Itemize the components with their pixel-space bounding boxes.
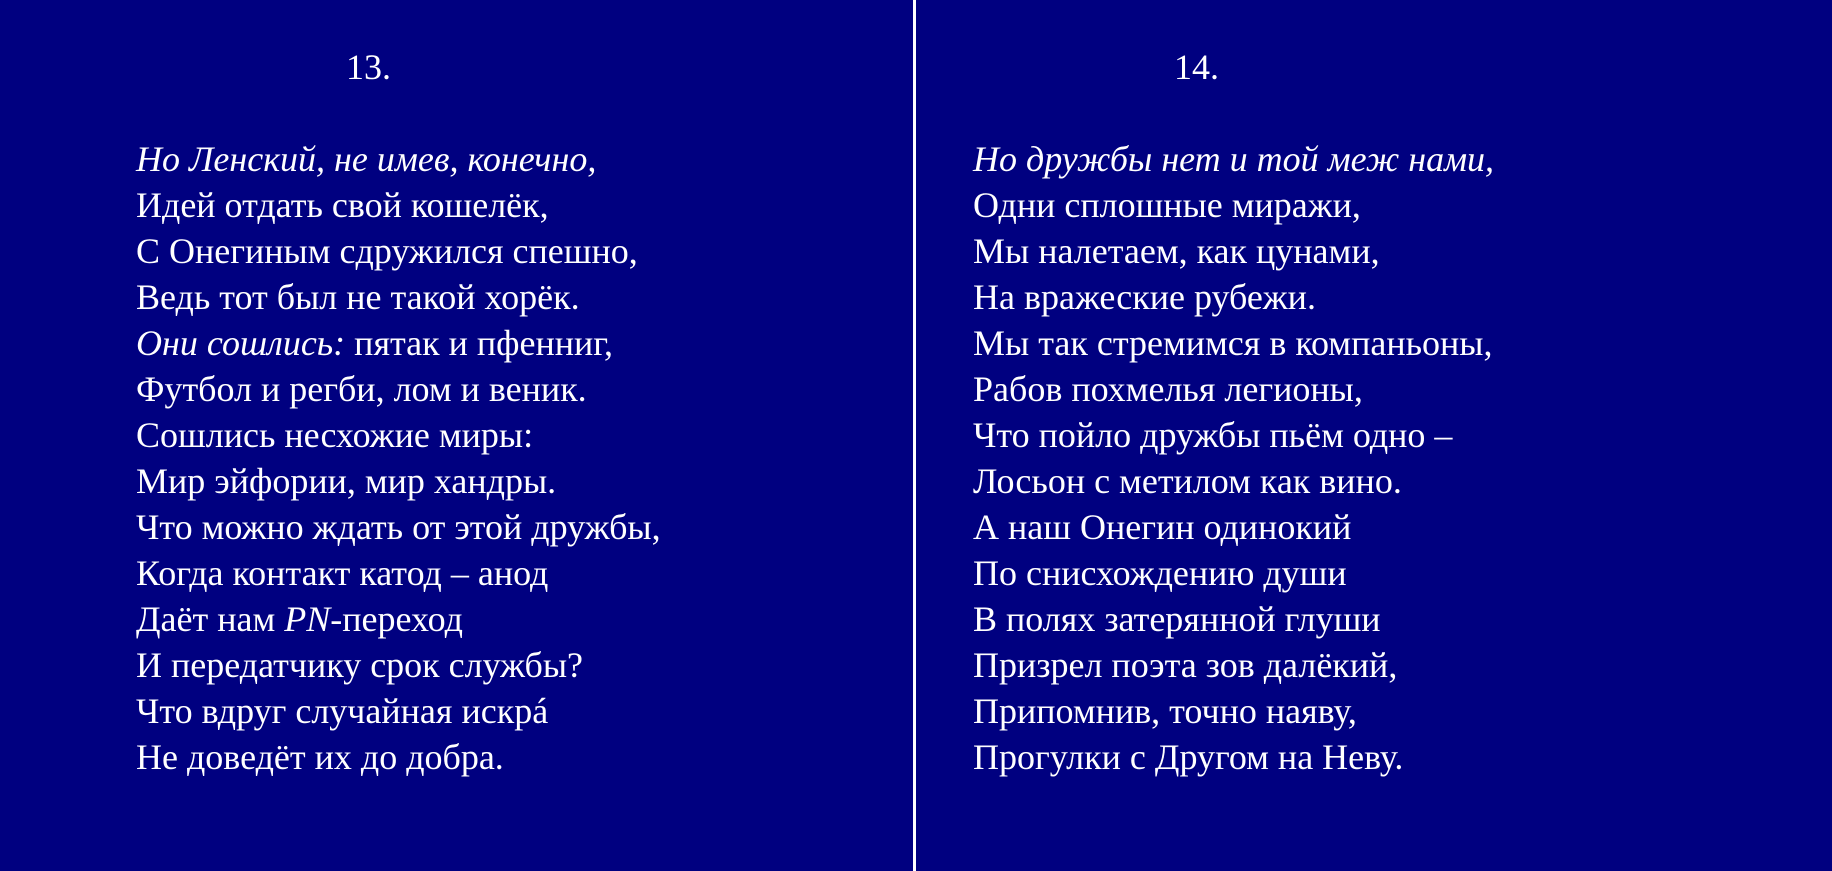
stanza-number: 13. <box>346 47 391 87</box>
poem-line <box>973 688 1494 734</box>
italic-text: PN <box>284 599 331 639</box>
line-text: Что пойло дружбы пьём одно – <box>973 415 1453 455</box>
poem-line <box>136 596 661 642</box>
line-text: На вражеские рубежи. <box>973 277 1316 317</box>
left-page <box>0 0 913 871</box>
stanza-number: 14. <box>1174 47 1219 87</box>
line-text: А наш Онегин одинокий <box>973 507 1352 547</box>
line-text: Лосьон с метилом как вино. <box>973 461 1402 501</box>
line-text: Не доведёт их до добра. <box>136 737 504 777</box>
line-text: В полях затерянной глуши <box>973 599 1381 639</box>
poem-line <box>136 366 661 412</box>
poem-line <box>136 504 661 550</box>
italic-text: Но Ленский, не имев, конечно, <box>136 139 597 179</box>
line-text: -переход <box>330 599 463 639</box>
line-text: По снисхождению души <box>973 553 1347 593</box>
line-text: Что вдруг случайная искрá <box>136 691 549 731</box>
line-text: Мы так стремимся в компаньоны, <box>973 323 1493 363</box>
line-text: Ведь тот был не такой хорёк. <box>136 277 580 317</box>
line-text: И передатчику срок службы? <box>136 645 584 685</box>
poem-line <box>136 136 661 182</box>
line-text: Идей отдать свой кошелёк, <box>136 185 549 225</box>
line-text: пятак и пфенниг, <box>345 323 613 363</box>
poem-line <box>973 182 1494 228</box>
poem-line <box>973 320 1494 366</box>
poem-line <box>973 458 1494 504</box>
line-text: Прогулки с Другом на Неву. <box>973 737 1404 777</box>
line-text: Что можно ждать от этой дружбы, <box>136 507 661 547</box>
right-page <box>916 0 1832 871</box>
line-text: Когда контакт катод – анод <box>136 553 549 593</box>
poem-line <box>973 504 1494 550</box>
poem-line <box>973 550 1494 596</box>
line-text: Даёт нам <box>136 599 285 639</box>
poem-line <box>973 228 1494 274</box>
line-text: Мир эйфории, мир хандры. <box>136 461 557 501</box>
line-text: С Онегиным сдружился спешно, <box>136 231 638 271</box>
line-text: Мы налетаем, как цунами, <box>973 231 1380 271</box>
poem-line <box>136 550 661 596</box>
line-text: Призрел поэта зов далёкий, <box>973 645 1398 685</box>
poem-line <box>973 366 1494 412</box>
italic-text: Они сошлись: <box>136 323 346 363</box>
line-text: Сошлись несхожие миры: <box>136 415 534 455</box>
poem-line <box>973 136 1494 182</box>
line-text: Рабов похмелья легионы, <box>973 369 1363 409</box>
line-text: Припомнив, точно наяву, <box>973 691 1357 731</box>
stanza-lines <box>973 136 1494 780</box>
poem-line <box>136 412 661 458</box>
poem-line <box>136 320 661 366</box>
poem-line <box>136 182 661 228</box>
poem-line <box>136 688 661 734</box>
poem-line <box>973 596 1494 642</box>
poem-line <box>136 458 661 504</box>
stanza-lines <box>136 136 661 780</box>
poem-line <box>136 734 661 780</box>
poem-line <box>136 642 661 688</box>
poem-line <box>973 734 1494 780</box>
poem-line <box>973 642 1494 688</box>
line-text: Футбол и регби, лом и веник. <box>136 369 587 409</box>
italic-text: Но дружбы нет и той меж нами, <box>973 139 1495 179</box>
poem-line <box>136 228 661 274</box>
poem-line <box>973 412 1494 458</box>
line-text: Одни сплошные миражи, <box>973 185 1361 225</box>
poem-line <box>136 274 661 320</box>
poem-line <box>973 274 1494 320</box>
